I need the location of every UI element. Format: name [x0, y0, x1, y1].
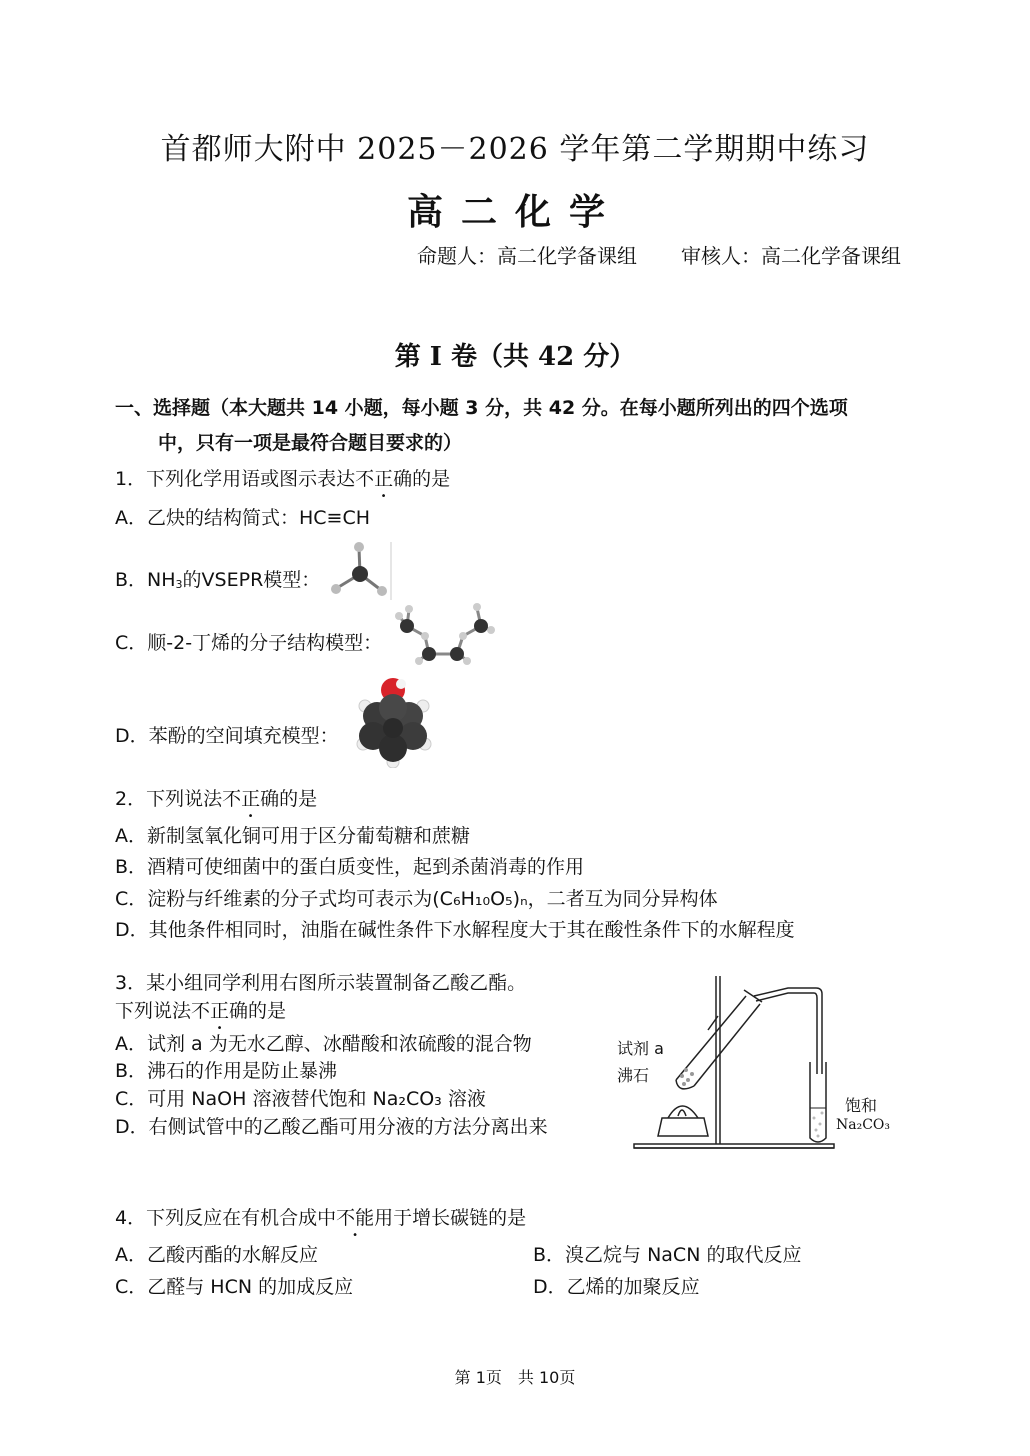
nh3-vsepr-model [325, 540, 395, 602]
q1-stem [115, 464, 450, 491]
q3-emphasis: 不正确 [191, 1000, 249, 1022]
q3-option-a: A．试剂 a 为无水乙醇、冰醋酸和浓硫酸的混合物 [115, 1033, 532, 1055]
q4-stem-end: 用于增长碳链的是 [374, 1207, 527, 1229]
q1-option-b-text: B．NH [115, 569, 176, 591]
section-heading-line1: 一、选择题（本大题共 14 小题，每小题 3 分，共 42 分。在每小题所列出的四个选项 [115, 397, 848, 419]
fig-label-saturated: 饱和 [845, 1096, 878, 1115]
reviewer-label: 审核人：高二化学备课组 [681, 244, 901, 268]
q1-stem-text: 1．下列化学用语或图示表达 [115, 468, 356, 490]
authors-line [417, 240, 901, 269]
q2-emphasis: 不正确 [222, 788, 280, 810]
q3-stem-line2 [115, 996, 286, 1023]
q3-option-c: C．可用 NaOH 溶液替代饱和 Na₂CO₃ 溶液 [115, 1088, 486, 1110]
q1-option-b-end: 的VSEPR模型： [182, 569, 321, 591]
q2-stem-text: 2．下列说法 [115, 788, 223, 810]
fig-label-reagent: 试剂 a [617, 1039, 664, 1058]
q1-option-c: C．顺-2-丁烯的分子结构模型： [115, 632, 383, 654]
q4-emphasis: 不能 [336, 1207, 375, 1229]
q2-option-d: D．其他条件相同时，油脂在碱性条件下水解程度大于其在酸性条件下的水解程度 [115, 919, 795, 941]
q3-option-b: B．沸石的作用是防止暴沸 [115, 1060, 338, 1082]
q1-option-d: D．苯酚的空间填充模型： [115, 725, 339, 747]
q4-option-c: C．乙醛与 HCN 的加成反应 [115, 1276, 354, 1298]
q2-option-c: C．淀粉与纤维素的分子式均可表示为(C₆H₁₀O₅)ₙ，二者互为同分异构体 [115, 888, 718, 910]
q4-option-a: A．乙酸丙酯的水解反应 [115, 1244, 318, 1266]
q1-option-b-sub: 3 [175, 578, 183, 591]
q3-stem-end: 的是 [248, 1000, 287, 1022]
q1-stem-end: 的是 [412, 468, 451, 490]
page-footer: 第 1页 共 10页 [454, 1368, 576, 1387]
subject-title: 高二化学 [406, 192, 623, 233]
q3-stem-text: 下列说法 [115, 1000, 192, 1022]
q1-emphasis: 不正确 [355, 468, 413, 490]
q4-option-d: D．乙烯的加聚反应 [533, 1276, 700, 1298]
q1-option-a: A．乙炔的结构简式：HC≡CH [115, 507, 371, 529]
q4-stem [115, 1203, 526, 1230]
q1-option-b [115, 565, 320, 592]
q2-option-b: B．酒精可使细菌中的蛋白质变性，起到杀菌消毒的作用 [115, 856, 585, 878]
q3-option-d: D．右侧试管中的乙酸乙酯可用分液的方法分离出来 [115, 1116, 548, 1138]
q3-stem-line1: 3．某小组同学利用右图所示装置制备乙酸乙酯。 [115, 972, 527, 994]
fig-label-boiling-stone: 沸石 [617, 1066, 650, 1085]
q2-stem [115, 784, 317, 811]
q4-stem-text: 4．下列反应在有机合成中 [115, 1207, 337, 1229]
q2-option-a: A．新制氢氧化铜可用于区分葡萄糖和蔗糖 [115, 825, 470, 847]
q4-option-b: B．溴乙烷与 NaCN 的取代反应 [533, 1244, 802, 1266]
q2-stem-end: 的是 [279, 788, 318, 810]
phenol-space-filling-model [355, 678, 433, 768]
exam-title: 首都师大附中 2025－2026 学年第二学期期中练习 [160, 132, 870, 167]
author-label: 命题人：高二化学备课组 [417, 244, 637, 268]
volume-title: 第 I 卷（共 42 分） [394, 342, 636, 372]
fig-label-na2co3: Na₂CO₃ [836, 1117, 891, 1133]
cis-2-butene-model [395, 600, 495, 666]
section-heading-line2: 中，只有一项是最符合题目要求的） [158, 432, 463, 454]
